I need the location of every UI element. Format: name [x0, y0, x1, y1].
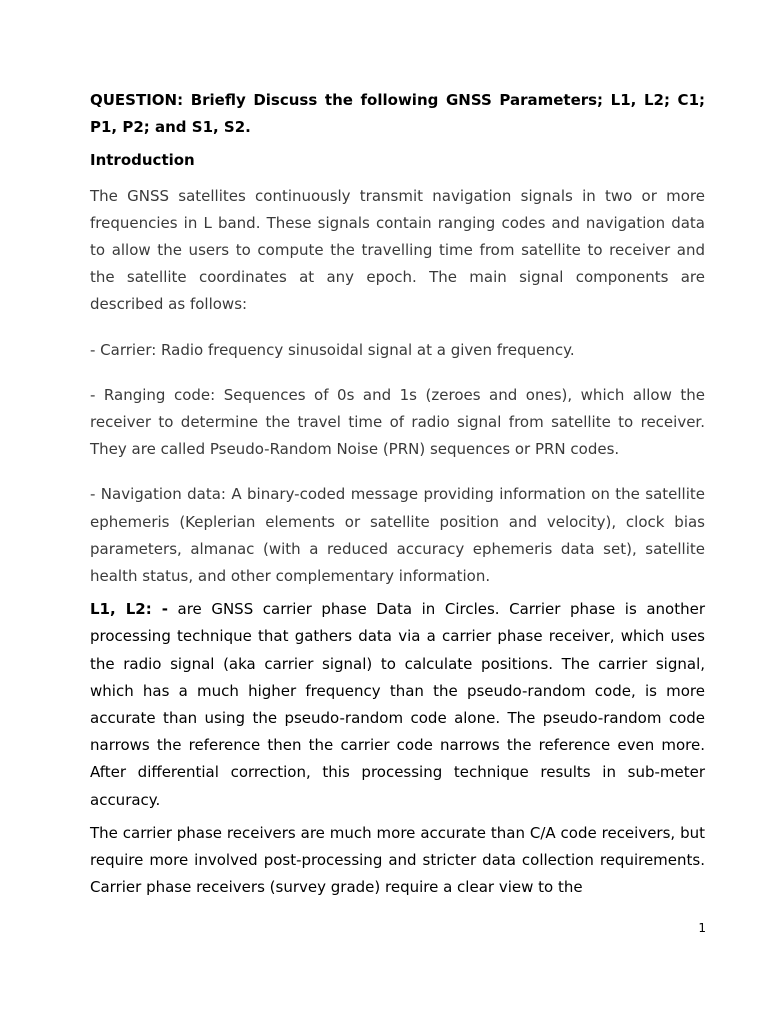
l1-l2-text: are GNSS carrier phase Data in Circles. Carrier phase is another processing technique that gathers data via a carrier phase receiver, which uses the radio signal (aka carrier signal) to calculate positions. The carrier signal, which has a much higher frequency than the pseudo-random code, is more accurate than using the pseudo-random code alone. The pseudo-random code narrows the reference then the carrier code narrows the reference even more. After differential correction, this processing technique results in sub-meter accuracy.	[90, 600, 705, 809]
navigation-data-item: - Navigation data: A binary-coded message providing information on the satellite ephemeris (Keplerian elements or satellite position and velocity), clock bias parameters, almanac (with a reduced accuracy ephemeris data set), satellite health status, and other complementary information.	[90, 485, 705, 586]
introduction-heading: Introduction	[90, 151, 195, 170]
question-heading: QUESTION: Briefly Discuss the following GNSS Parameters; L1, L2; C1; P1, P2; and S1, S2.	[90, 91, 705, 137]
page-number: 1	[698, 921, 706, 935]
introduction-paragraph: The GNSS satellites continuously transmit navigation signals in two or more frequencies in L band. These signals contain ranging codes and navigation data to allow the users to compute the travelling time from satellite to receiver and the satellite coordinates at any epoch. The main signal components are described as follows:	[90, 186, 705, 314]
carrier-phase-receivers-paragraph: The carrier phase receivers are much more accurate than C/A code receivers, but require more involved post-processing and stricter data collection requirements. Carrier phase receivers (survey grade) require a clear view to the	[90, 823, 705, 897]
l1-l2-paragraph	[90, 596, 705, 814]
carrier-item: - Carrier: Radio frequency sinusoidal signal at a given frequency.	[90, 340, 575, 359]
document-page	[90, 87, 705, 901]
l1-l2-term: L1, L2: -	[90, 600, 168, 619]
ranging-code-item: - Ranging code: Sequences of 0s and 1s (zeroes and ones), which allow the receiver to determine the travel time of radio signal from satellite to receiver. They are called Pseudo-Random Noise (PRN) sequences or PRN codes.	[90, 385, 705, 459]
